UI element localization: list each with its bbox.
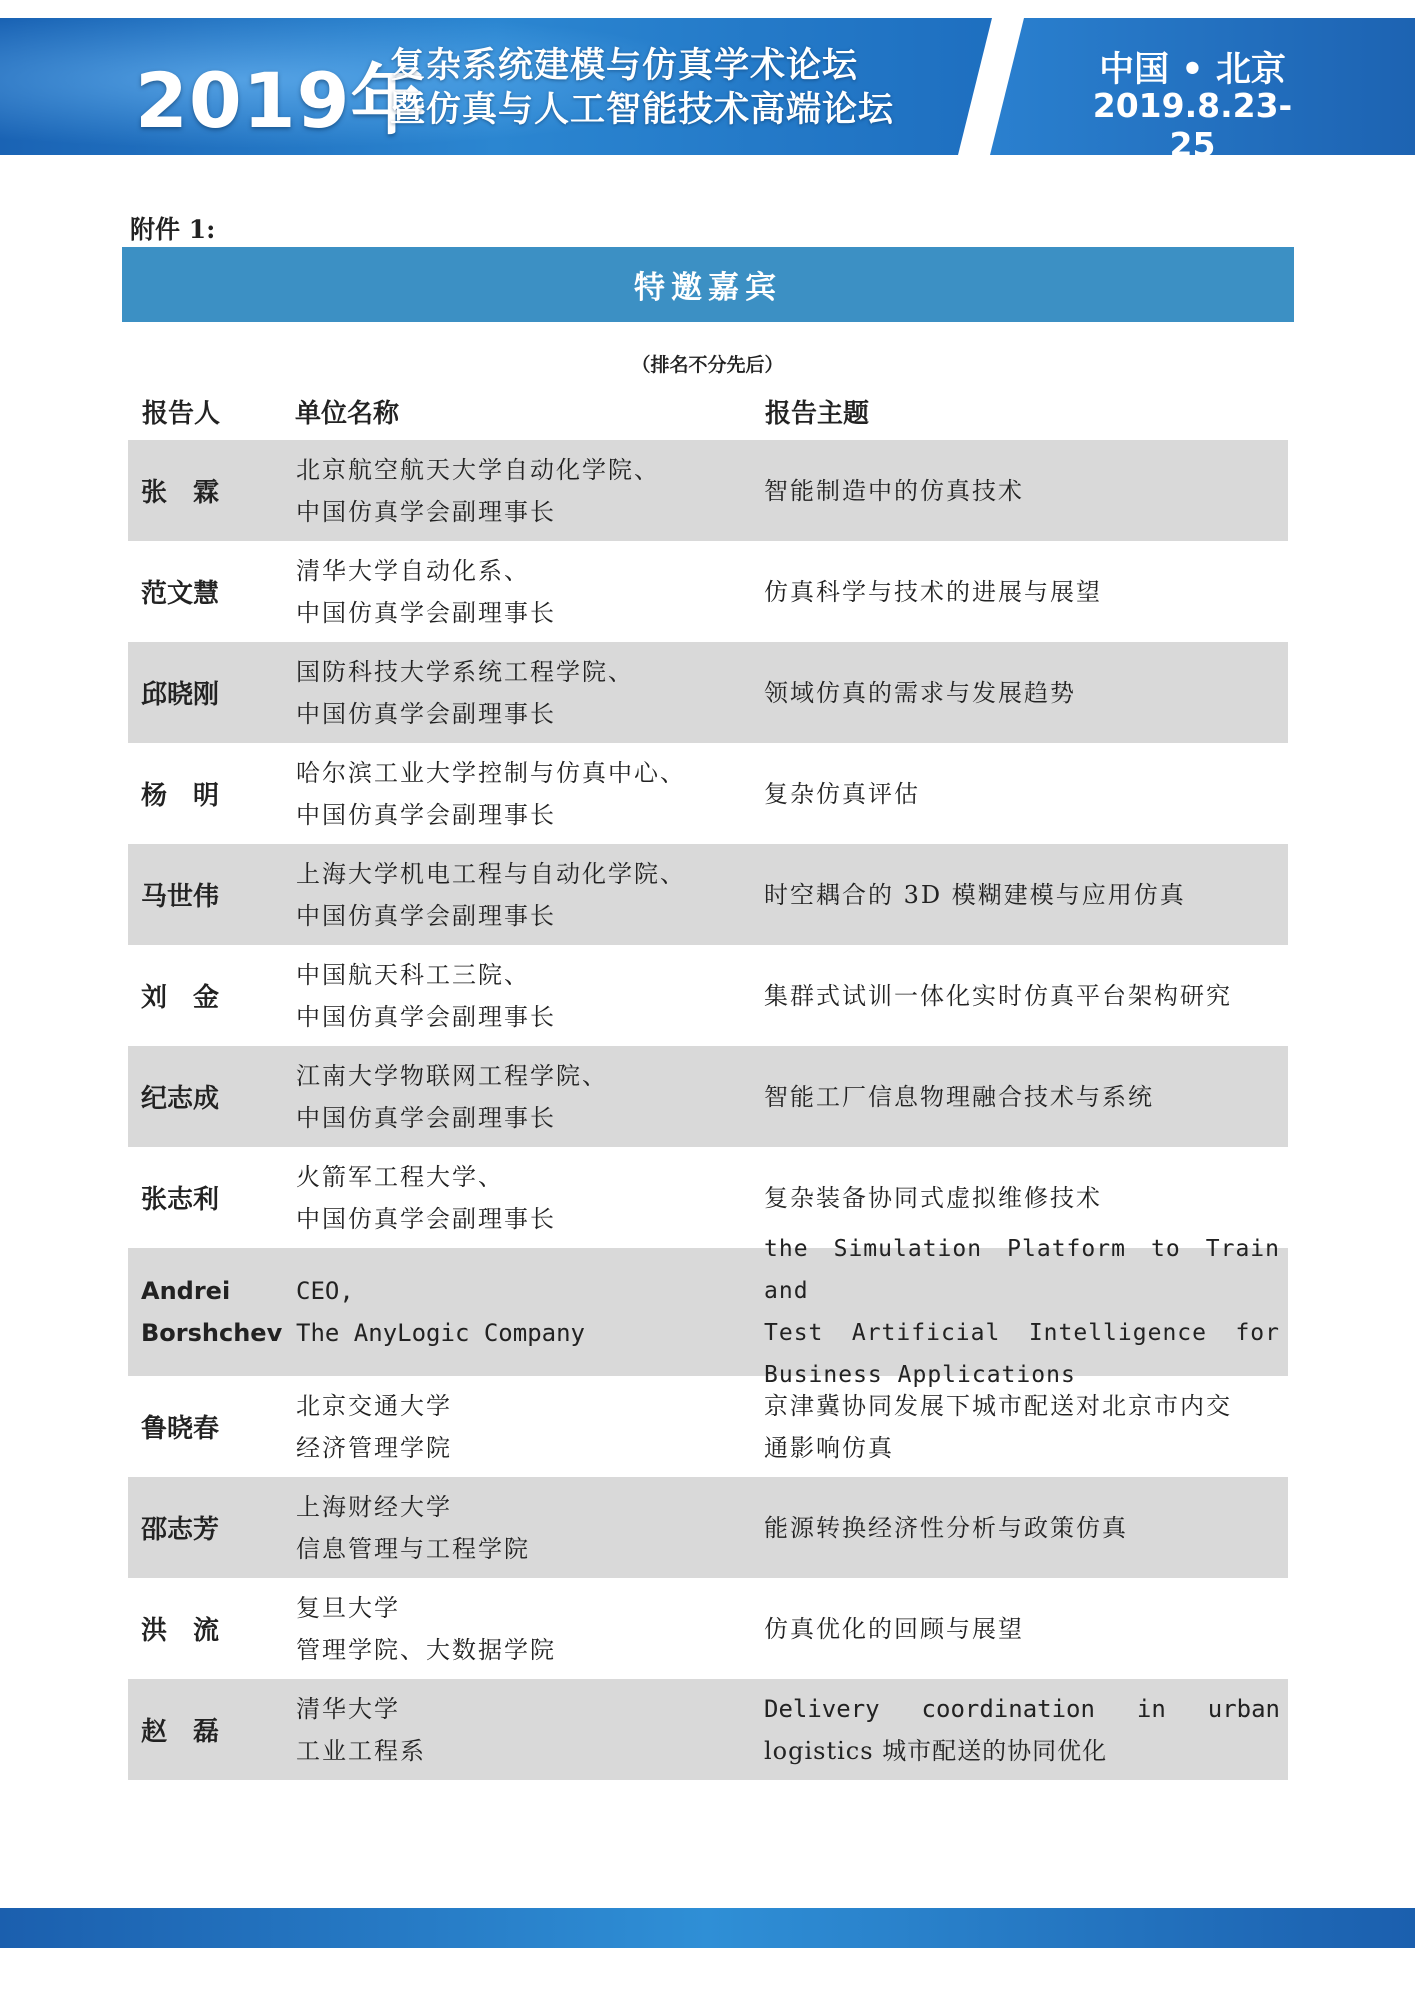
table-row (128, 945, 1288, 1046)
banner-title-line1: 复杂系统建模与仿真学术论坛 (390, 46, 859, 86)
speaker-topic: 智能工厂信息物理融合技术与系统 (764, 1082, 1154, 1111)
speaker-topic: 领域仿真的需求与发展趋势 (764, 678, 1076, 707)
header-banner (0, 0, 1415, 164)
speaker-name: 纪志成 (141, 1084, 220, 1114)
speaker-name: 马世伟 (141, 882, 220, 912)
table-row (128, 541, 1288, 642)
table-row (128, 743, 1288, 844)
speaker-affiliation: 火箭军工程大学、 中国仿真学会副理事长 (296, 1162, 556, 1233)
table-row (128, 1046, 1288, 1147)
speaker-name: 张志利 (141, 1185, 220, 1215)
footer-bar (0, 1908, 1415, 1948)
speaker-topic: 智能制造中的仿真技术 (764, 476, 1024, 505)
speaker-affiliation: 哈尔滨工业大学控制与仿真中心、 中国仿真学会副理事长 (296, 758, 686, 829)
speaker-name: 赵 磊 (141, 1717, 220, 1747)
speaker-affiliation: CEO, The AnyLogic Company (296, 1277, 585, 1347)
speaker-affiliation: 北京航空航天大学自动化学院、 中国仿真学会副理事长 (296, 455, 660, 526)
speaker-name: 杨 明 (141, 781, 220, 811)
speaker-affiliation: 复旦大学 管理学院、大数据学院 (296, 1593, 556, 1664)
speaker-affiliation: 江南大学物联网工程学院、 中国仿真学会副理事长 (296, 1061, 608, 1132)
table-row (128, 1578, 1288, 1679)
table-row (128, 1679, 1288, 1780)
order-note: （排名不分先后） (631, 354, 784, 376)
attachment-label: 附件 1: (130, 215, 216, 244)
table-row (128, 1477, 1288, 1578)
speaker-name: 鲁晓春 (141, 1414, 220, 1444)
speaker-topic: 能源转换经济性分析与政策仿真 (764, 1513, 1128, 1542)
section-title-bar (122, 247, 1294, 322)
speaker-name: Andrei Borshchev (141, 1277, 283, 1347)
speaker-table (128, 440, 1288, 1780)
table-row (128, 844, 1288, 945)
speaker-affiliation: 中国航天科工三院、 中国仿真学会副理事长 (296, 960, 556, 1031)
speaker-affiliation: 上海大学机电工程与自动化学院、 中国仿真学会副理事长 (296, 859, 686, 930)
banner-year: 2019年 (135, 56, 428, 145)
table-row (128, 1236, 1288, 1388)
column-topic: 报告主题 (765, 399, 870, 429)
speaker-topic: Delivery coordination in urban logistics 城市配送的协同优化 (764, 1694, 1280, 1765)
speaker-name: 张 霖 (141, 478, 220, 508)
banner-title-line2: 暨仿真与人工智能技术高端论坛 (390, 90, 895, 130)
speaker-affiliation: 北京交通大学 经济管理学院 (296, 1391, 452, 1462)
speaker-topic: 京津冀协同发展下城市配送对北京市内交 通影响仿真 (764, 1391, 1232, 1462)
speaker-topic: the Simulation Platform to Train and Test Artificial Intelligence for Business Applications (764, 1236, 1280, 1388)
table-row (128, 642, 1288, 743)
speaker-topic: 复杂装备协同式虚拟维修技术 (764, 1183, 1102, 1212)
speaker-name: 洪 流 (141, 1616, 220, 1646)
speaker-name: 范文慧 (141, 579, 220, 609)
speaker-affiliation: 上海财经大学 信息管理与工程学院 (296, 1492, 530, 1563)
speaker-affiliation: 清华大学自动化系、 中国仿真学会副理事长 (296, 556, 556, 627)
footer-background (0, 1908, 1415, 1948)
speaker-name: 邵志芳 (141, 1515, 220, 1545)
table-row (128, 1376, 1288, 1477)
speaker-topic: 仿真优化的回顾与展望 (764, 1614, 1024, 1643)
speaker-topic: 时空耦合的 3D 模糊建模与应用仿真 (764, 880, 1186, 909)
banner-date: 2019.8.23-25 (1092, 86, 1293, 164)
column-affiliation: 单位名称 (295, 399, 400, 429)
speaker-topic: 复杂仿真评估 (764, 779, 920, 808)
speaker-name: 刘 金 (141, 983, 220, 1013)
section-title: 特邀嘉宾 (634, 270, 782, 306)
column-speaker: 报告人 (142, 399, 221, 429)
speaker-affiliation: 清华大学 工业工程系 (296, 1694, 426, 1765)
table-row (128, 440, 1288, 541)
speaker-affiliation: 国防科技大学系统工程学院、 中国仿真学会副理事长 (296, 657, 634, 728)
banner-location: 中国 • 北京 (1099, 50, 1286, 90)
speaker-topic: 集群式试训一体化实时仿真平台架构研究 (764, 981, 1232, 1010)
table-header (0, 393, 1415, 433)
speaker-name: 邱晓刚 (141, 680, 220, 710)
speaker-topic: 仿真科学与技术的进展与展望 (764, 577, 1102, 606)
